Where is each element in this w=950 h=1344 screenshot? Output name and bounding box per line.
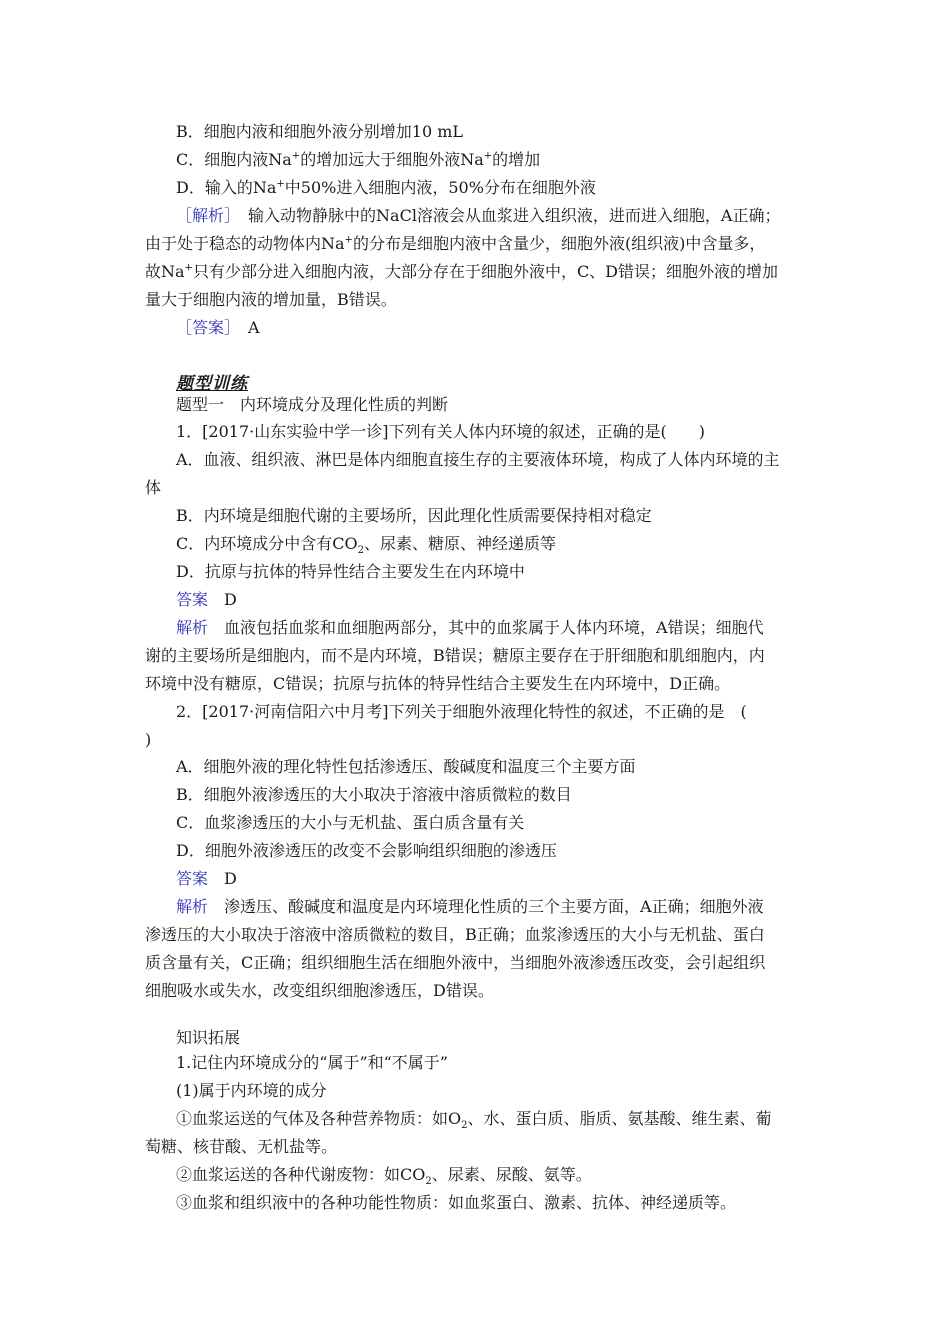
option-d-line: D．输入的Na+中50%进入细胞内液，50%分布在细胞外液 xyxy=(176,178,596,197)
extension-item-2: ②血浆运送的各种代谢废物：如$CO_2$、尿素、尿酸、氨等。 xyxy=(176,1165,592,1188)
q2-option-d: D．细胞外液渗透压的改变不会影响组织细胞的渗透压 xyxy=(176,841,557,860)
q1-analysis-line-1: 解析 血液包括血浆和血细胞两部分，其中的血浆属于人体内环境，A错误；细胞代 xyxy=(176,618,764,637)
q2-option-c: C．血浆渗透压的大小与无机盐、蛋白质含量有关 xyxy=(176,813,525,832)
q1-option-b: B．内环境是细胞代谢的主要场所，因此理化性质需要保持相对稳定 xyxy=(176,506,652,525)
extension-sub-1: (1)属于内环境的成分 xyxy=(176,1081,327,1100)
q2-answer-label: 答案 xyxy=(176,869,209,888)
q2-analysis-line-1: 解析 渗透压、酸碱度和温度是内环境理化性质的三个主要方面，A正确；细胞外液 xyxy=(176,897,764,916)
q2-analysis-line-4: 细胞吸水或失水，改变组织细胞渗透压，D错误。 xyxy=(145,981,494,1000)
answer-label: ［答案］ xyxy=(176,318,233,337)
q1-stem: 1．[2017·山东实验中学一诊]下列有关人体内环境的叙述，正确的是( ) xyxy=(176,422,705,441)
extension-item-3: ③血浆和组织液中的各种功能性物质：如血浆蛋白、激素、抗体、神经递质等。 xyxy=(176,1193,737,1212)
q2-analysis-line-2: 渗透压的大小取决于溶液中溶质微粒的数目，B正确；血浆渗透压的大小与无机盐、蛋白 xyxy=(145,925,765,944)
analysis-line-4: 量大于细胞内液的增加量，B错误。 xyxy=(145,290,397,309)
q2-analysis-line-3: 质含量有关，C正确；组织细胞生活在细胞外液中，当细胞外液渗透压改变，会引起组织 xyxy=(145,953,766,972)
q2-stem-cont: ) xyxy=(145,730,152,749)
option-b-line: B．细胞内液和细胞外液分别增加10 mL xyxy=(176,122,464,141)
answer-line: ［答案］ A xyxy=(176,318,260,337)
q1-option-d: D．抗原与抗体的特异性结合主要发生在内环境中 xyxy=(176,562,525,581)
q1-answer: 答案 D xyxy=(176,590,237,609)
section-title: 题型训练 xyxy=(176,374,248,394)
analysis-line-2: 由于处于稳态的动物体内Na+的分布是细胞内液中含量少，细胞外液(组织液)中含量多， xyxy=(145,234,766,253)
type1-heading: 题型一 内环境成分及理化性质的判断 xyxy=(176,395,449,414)
q1-analysis-line-3: 环境中没有糖原，C错误；抗原与抗体的特异性结合主要发生在内环境中，D正确。 xyxy=(145,674,731,693)
q2-option-b: B．细胞外液渗透压的大小取决于溶液中溶质微粒的数目 xyxy=(176,785,572,804)
q1-answer-label: 答案 xyxy=(176,590,209,609)
q1-option-c: C．内环境成分中含有$CO_2$、尿素、糖原、神经递质等 xyxy=(176,534,556,557)
extension-title: 知识拓展 xyxy=(176,1028,241,1047)
q2-stem: 2．[2017·河南信阳六中月考]下列关于细胞外液理化特性的叙述，不正确的是 ( xyxy=(176,702,747,721)
analysis-label: ［解析］ xyxy=(176,206,233,225)
q1-option-a: A．血液、组织液、淋巴是体内细胞直接生存的主要液体环境，构成了人体内环境的主 xyxy=(176,450,780,469)
q2-option-a: A．细胞外液的理化特性包括渗透压、酸碱度和温度三个主要方面 xyxy=(176,757,636,776)
extension-item-1: ①血浆运送的气体及各种营养物质：如$O_2$、水、蛋白质、脂质、氨基酸、维生素、葡 xyxy=(176,1109,772,1132)
option-c-line: C．细胞内液Na+的增加远大于细胞外液Na+的增加 xyxy=(176,150,541,169)
q1-analysis-line-2: 谢的主要场所是细胞内，而不是内环境，B错误；糖原主要存在于肝细胞和肌细胞内，内 xyxy=(145,646,765,665)
analysis-line-3: 故Na+只有少部分进入细胞内液，大部分存在于细胞外液中，C、D错误；细胞外液的增加 xyxy=(145,262,779,281)
analysis-line-1: ［解析］ 输入动物静脉中的NaCl溶液会从血浆进入组织液，进而进入细胞，A正确； xyxy=(176,206,781,225)
extension-item-1-cont: 萄糖、核苷酸、无机盐等。 xyxy=(145,1137,338,1156)
q1-option-a-cont: 体 xyxy=(145,478,162,497)
extension-point-1: 1.记住内环境成分的“属于”和“不属于” xyxy=(176,1053,448,1072)
q1-analysis-label: 解析 xyxy=(176,618,209,637)
q2-analysis-label: 解析 xyxy=(176,897,209,916)
q2-answer: 答案 D xyxy=(176,869,237,888)
